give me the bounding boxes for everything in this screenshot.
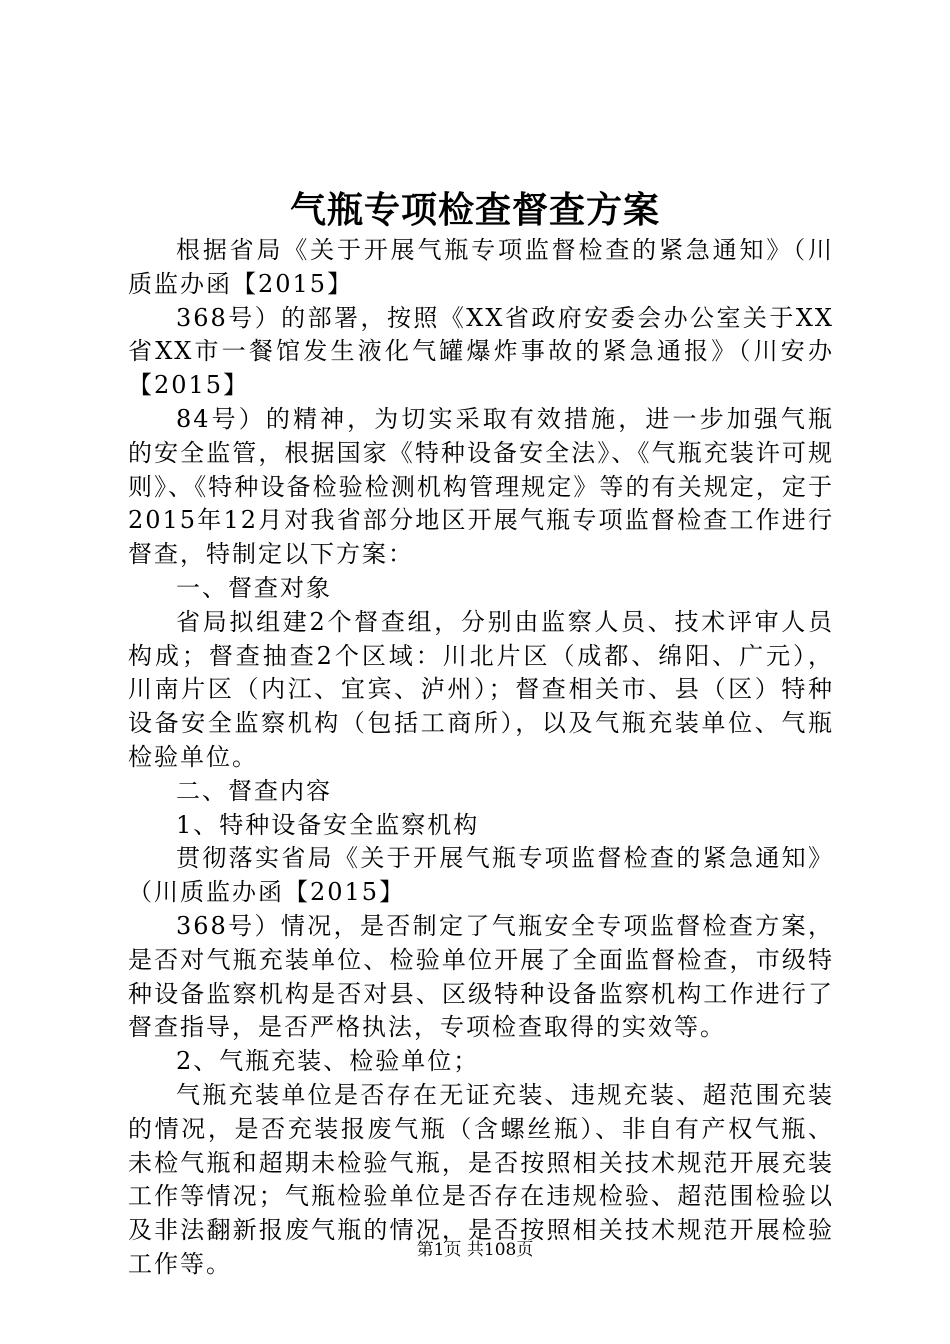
subsection-heading: 2、气瓶充装、检验单位； xyxy=(176,1047,480,1076)
paragraph: 84号）的精神，为切实采取有效措施，进一步加强气瓶的安全监管，根据国家《特种设备安全法》、《气瓶充装许可规则》、《特种设备检验检测机构管理规定》等的有关规定，定于2015年12月对我省部分地区开展气瓶专项监督检查工作进行督查，特制定以下方案： xyxy=(128,404,834,569)
paragraph: 气瓶充装单位是否存在无证充装、违规充装、超范围充装的情况，是否充装报废气瓶（含螺丝瓶）、非自有产权气瓶、未检气瓶和超期未检验气瓶，是否按照相关技术规范开展充装工作等情况；气瓶检验单位是否存在违规检验、超范围检验以及非法翻新报废气瓶的情况，是否按照相关技术规范开展检验工作等。 xyxy=(128,1080,834,1278)
subsection-heading: 1、特种设备安全监察机构 xyxy=(176,810,480,839)
section-heading: 二、督查内容 xyxy=(176,776,332,805)
paragraph: 根据省局《关于开展气瓶专项监督检查的紧急通知》（川质监办函【2015】 xyxy=(128,236,834,298)
paragraph: 贯彻落实省局《关于开展气瓶专项监督检查的紧急通知》（川质监办函【2015】 xyxy=(128,844,834,907)
paragraph: 368号）情况，是否制定了气瓶安全专项监督检查方案，是否对气瓶充装单位、检验单位开展了全面监督检查，市级特种设备监察机构是否对县、区级特种设备监察机构工作进行了督查指导，是否严格执法，专项检查取得的实效等。 xyxy=(128,911,834,1042)
document-title: 气瓶专项检查督查方案 xyxy=(289,189,660,231)
paragraph: 368号）的部署，按照《XX省政府安委会办公室关于XX省XX市一餐馆发生液化气罐爆炸事故的紧急通报》（川安办【2015】 xyxy=(128,303,834,400)
section-heading: 一、督查对象 xyxy=(176,573,332,602)
paragraph: 省局拟组建2个督查组，分别由监察人员、技术评审人员构成；督查抽查2个区域：川北片区（成都、绵阳、广元），川南片区（内江、宜宾、泸州）；督查相关市、县（区）特种设备安全监察机构（包括工商所），以及气瓶充装单位、气瓶检验单位。 xyxy=(128,607,834,771)
document-body xyxy=(128,234,834,1282)
page-footer: 第1页 共108页 xyxy=(416,1240,534,1260)
